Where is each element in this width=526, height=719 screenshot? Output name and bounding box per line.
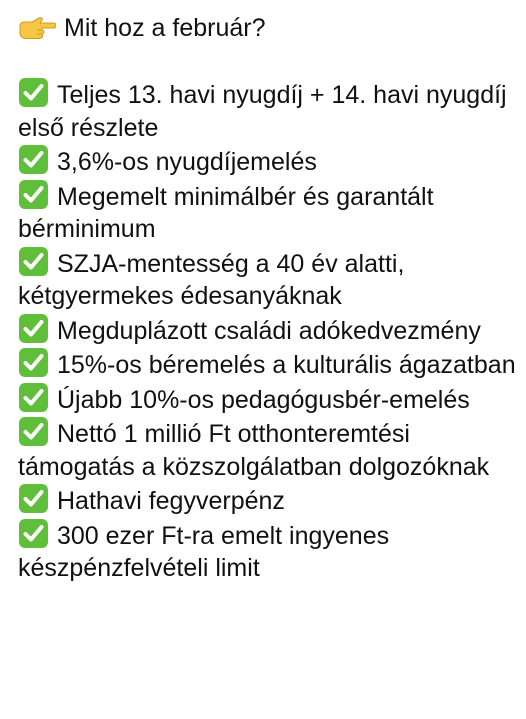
- list-item: [18, 144, 518, 179]
- list-item-text: 300 ezer Ft-ra emelt ingyenes készpénzfelvételi limit: [18, 521, 390, 582]
- check-mark-icon: [18, 347, 49, 378]
- check-mark-icon: [18, 179, 49, 210]
- list-item: [18, 382, 518, 417]
- check-mark-icon: [18, 382, 49, 413]
- check-mark-icon: [18, 313, 49, 344]
- benefit-list: [18, 77, 518, 585]
- list-item: [18, 416, 518, 483]
- list-item-text: 15%-os béremelés a kulturális ágazatban: [57, 351, 516, 379]
- list-item: [18, 77, 518, 144]
- list-item: [18, 313, 518, 348]
- list-item-text: Teljes 13. havi nyugdíj + 14. havi nyugdíj első részlete: [18, 81, 507, 142]
- list-item: [18, 483, 518, 518]
- check-mark-icon: [18, 246, 49, 277]
- check-mark-icon: [18, 518, 49, 549]
- list-item-text: SZJA-mentesség a 40 év alatti, kétgyermekes édesanyáknak: [18, 249, 405, 310]
- list-item: [18, 246, 518, 313]
- check-mark-icon: [18, 77, 49, 108]
- check-mark-icon: [18, 483, 49, 514]
- list-item: [18, 518, 518, 585]
- list-item-text: 3,6%-os nyugdíjemelés: [57, 148, 317, 176]
- check-mark-icon: [18, 144, 49, 175]
- title-text: Mit hoz a február?: [64, 14, 266, 42]
- list-item-text: Megduplázott családi adókedvezmény: [57, 316, 481, 345]
- list-item: [18, 179, 518, 246]
- post-title: [18, 12, 518, 45]
- pointing-hand-icon: [18, 15, 56, 37]
- list-item: [18, 347, 518, 382]
- list-item-text: Hathavi fegyverpénz: [57, 487, 285, 515]
- list-item-text: Újabb 10%-os pedagógusbér-emelés: [57, 385, 470, 414]
- list-item-text: Megemelt minimálbér és garantált bérminimum: [18, 182, 434, 243]
- post-text: [18, 12, 518, 585]
- list-item-text: Nettó 1 millió Ft otthonteremtési támogatás a közszolgálatban dolgozóknak: [18, 420, 490, 481]
- check-mark-icon: [18, 416, 49, 447]
